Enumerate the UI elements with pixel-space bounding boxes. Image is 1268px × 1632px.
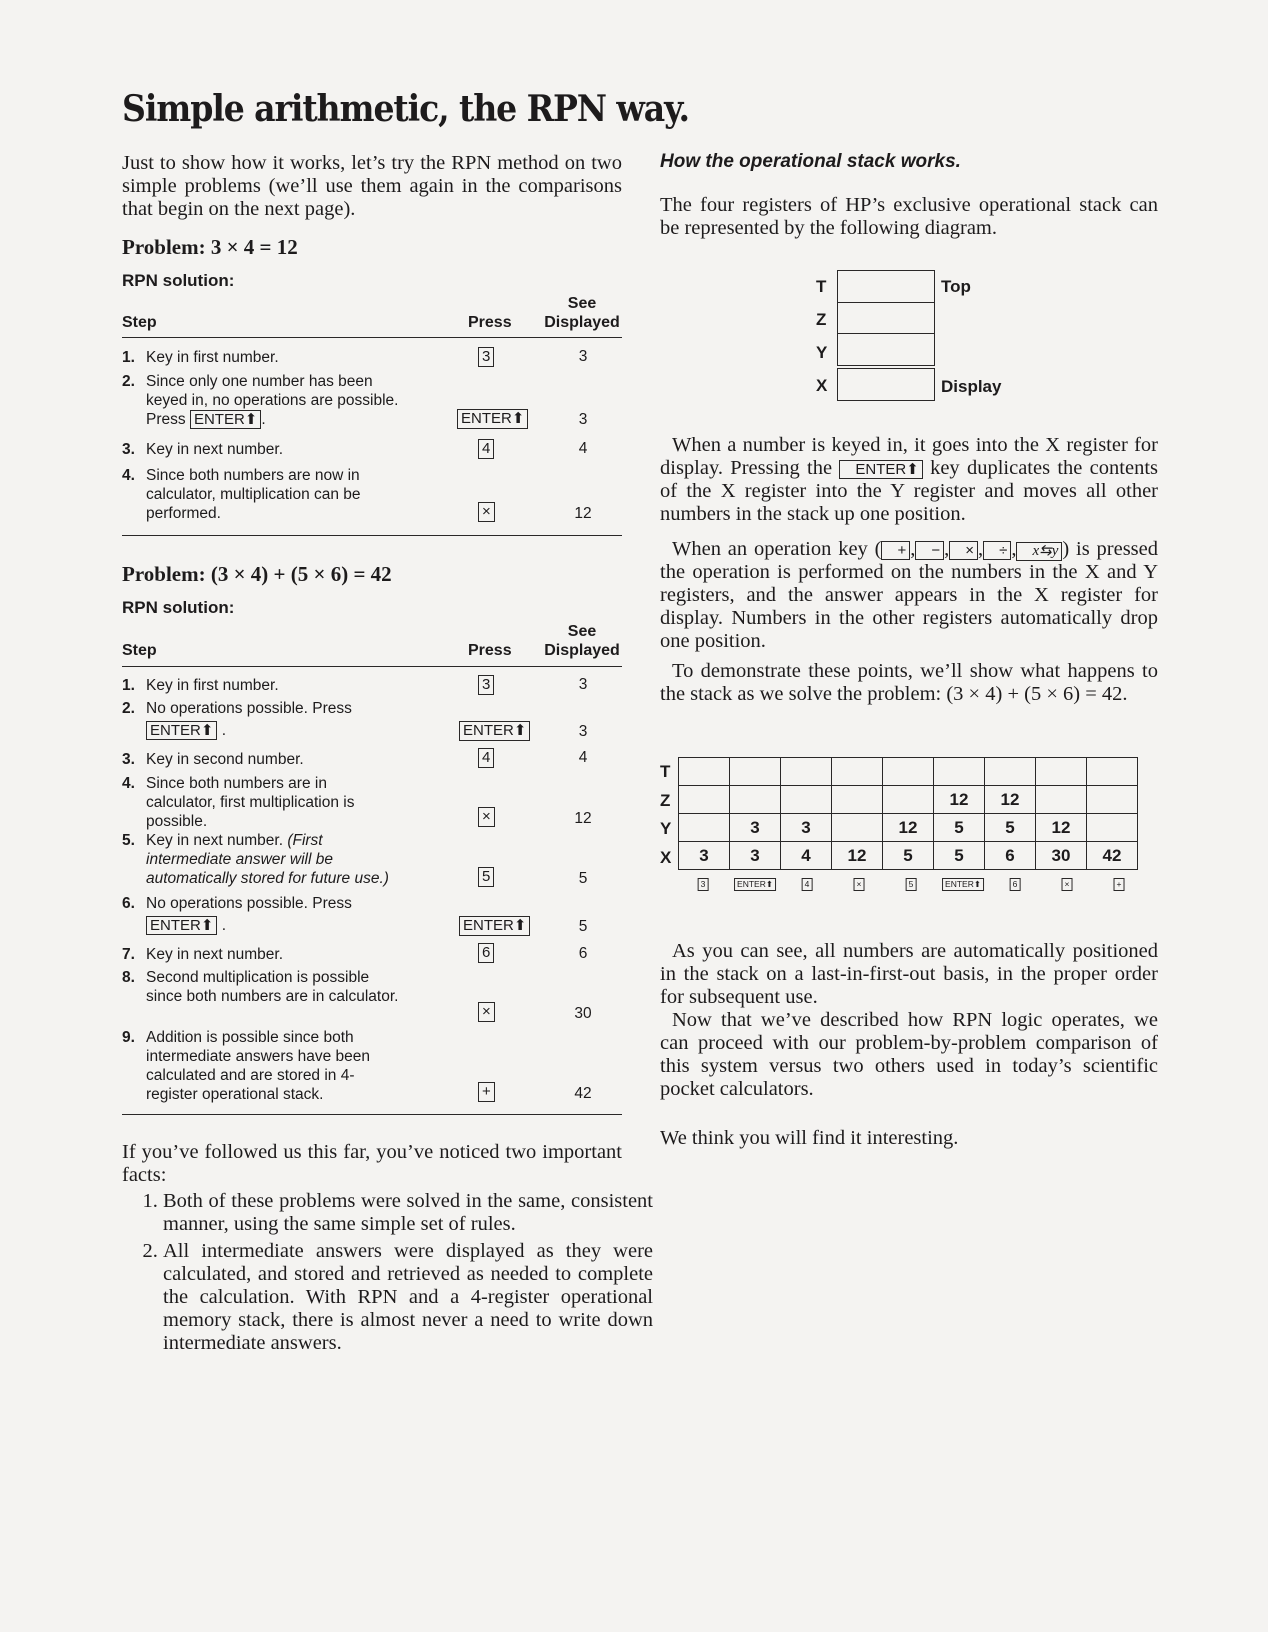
stack-row-t [679,758,1138,786]
p2-key-enter-2: ENTER⬆ [459,916,530,936]
inline-divide-key: ÷ [983,541,1011,560]
reg-label-z: Z [816,310,827,329]
stack-cell-t-3 [781,758,832,786]
p2-disp-2: 3 [578,723,588,740]
p1-key-enter: ENTER⬆ [457,409,528,429]
stack-heading: How the operational stack works. [660,151,961,172]
p1-disp-3: 4 [578,440,588,457]
stack-key-label-7: 6 [1010,878,1021,891]
stack-cell-z-5 [883,786,934,814]
stack-cell-y-8: 12 [1036,814,1087,842]
p1-disp-4: 12 [574,505,592,522]
p2-step-9: 9. Addition is possible since both intermediate answers have been calculated and are stored in 4-register operational stack. [122,1029,371,1103]
reg-label-y: Y [816,343,828,362]
register-y-box [837,334,935,366]
p2-press-header: Press [468,642,512,659]
stack-cell-x-9: 42 [1087,842,1138,870]
p2-key-5: 5 [478,867,494,887]
stack-cell-t-1 [679,758,730,786]
inline-multiply-key: × [949,541,978,560]
stack-cell-z-9 [1087,786,1138,814]
inline-minus-key: − [915,541,944,560]
p2-disp-6: 5 [578,918,588,935]
stack-key-label-1: 3 [698,878,709,891]
stack-cell-y-5: 12 [883,814,934,842]
p2-bottom-rule [122,1114,622,1115]
intro-paragraph: Just to show how it works, let’s try the RPN method on two simple problems (we’ll use them again in the comparisons that begin on the next page). [122,152,622,220]
p2-step-4: 4. Since both numbers are in calculator, first multiplication is possible. [122,775,355,830]
page-title: Simple arithmetic, the RPN way. [122,88,689,130]
stack-cell-t-4 [832,758,883,786]
p2-step-1: 1. Key in first number. [122,677,279,694]
p2-key-4: 4 [478,748,494,768]
stack-cell-x-2: 3 [730,842,781,870]
stack-key-label-9: + [1114,878,1125,891]
stack-cell-t-7 [985,758,1036,786]
stack-cell-t-5 [883,758,934,786]
stack-cell-y-3: 3 [781,814,832,842]
p2-key-plus: + [478,1082,495,1102]
reg-label-x: X [816,376,828,395]
stack-cell-x-8: 30 [1036,842,1087,870]
comparison-paragraph: Now that we’ve described how RPN logic operates, we can proceed with our problem-by-problem comparison of this system versus two others used in today’s scientific pocket calculators. [660,1009,1158,1100]
p2-see-header: See Displayed [544,623,620,659]
stack-cell-y-7: 5 [985,814,1036,842]
p2-disp-4: 12 [574,810,592,827]
stack-cell-z-8 [1036,786,1087,814]
p1-step-1: 1. Key in first number. [122,349,279,366]
stack-key-label-4: × [854,878,865,891]
lifo-paragraph: As you can see, all numbers are automatically positioned in the stack on a last-in-first-out basis, in the proper order for subsequent use. [660,940,1158,1008]
stack-row-z [679,786,1138,814]
stack-cell-t-6 [934,758,985,786]
p2-key-6: 6 [478,943,494,963]
stack-cell-x-6: 5 [934,842,985,870]
p2-step-5: 5. Key in next number. (First intermediate answer will be automatically stored for future use.) [122,832,389,887]
p2-key-3: 3 [478,675,494,695]
p2-disp-3: 4 [578,749,588,766]
p2-step-8: 8. Second multiplication is possible since both numbers are in calculator. [122,969,399,1005]
p1-bottom-rule [122,535,622,536]
stack-cell-t-2 [730,758,781,786]
stack-cell-x-3: 4 [781,842,832,870]
p2-disp-5: 5 [578,870,588,887]
p2-step-header: Step [122,642,157,659]
p1-step-header: Step [122,314,157,331]
problem2-rpn-solution-label: RPN solution: [122,598,235,617]
stack-key-label-3: 4 [802,878,813,891]
stack-row-label-z: Z [660,791,671,810]
stack-cell-y-9 [1087,814,1138,842]
p2-inline-enter-key-2: ENTER⬆ [146,916,217,935]
stack-cell-y-4 [832,814,883,842]
stack-cell-x-7: 6 [985,842,1036,870]
stack-key-label-6: ENTER⬆ [942,878,984,891]
p2-inline-enter-key-1: ENTER⬆ [146,721,217,740]
p2-step-2: 2. No operations possible. Press ENTER⬆ . [122,700,352,739]
p1-key-4: 4 [478,439,494,459]
p2-header-rule [122,666,622,667]
p1-inline-enter-key: ENTER⬆ [190,410,261,429]
problem2-label: Problem: (3 × 4) + (5 × 6) = 42 [122,562,392,586]
stack-cell-y-6: 5 [934,814,985,842]
p2-step-7: 7. Key in next number. [122,946,283,963]
register-z-box [837,302,935,334]
p1-step-3: 3. Key in next number. [122,441,283,458]
display-label: Display [941,377,1002,396]
fact-2: 2. All intermediate answers were displayed as they were calculated, and stored and retrieved as needed to complete the calculation. With RPN and a 4-register operational memory stack, there is almost never a need to write down intermediate answers. [163,1240,653,1355]
p2-disp-8: 30 [574,1005,592,1022]
stack-cell-x-4: 12 [832,842,883,870]
p2-disp-9: 42 [574,1085,592,1102]
p2-key-enter-1: ENTER⬆ [459,721,530,741]
top-label: Top [941,277,971,296]
stack-key-label-5: 5 [906,878,917,891]
p1-step-4: 4. Since both numbers are now in calculator, multiplication can be performed. [122,467,361,522]
reg-label-t: T [816,277,827,296]
p1-see-header: See Displayed [544,295,620,331]
problem1-rpn-solution-label: RPN solution: [122,271,235,290]
stack-key-label-2: ENTER⬆ [734,878,776,891]
register-t-box [837,270,935,303]
stack-cell-t-8 [1036,758,1087,786]
p1-step-2: 2. Since only one number has been keyed in, no operations are possible. Press ENTER⬆ . [122,373,399,428]
inline-plus-key: + [881,541,910,560]
stack-cell-z-2 [730,786,781,814]
facts-list [133,1190,653,1359]
p2-step-3: 3. Key in second number. [122,751,304,768]
stack-para-demo: To demonstrate these points, we’ll show what happens to the stack as we solve the problem: (3 × 4) + (5 × 6) = 42. [660,660,1158,705]
stack-cell-y-1 [679,814,730,842]
followed-paragraph: If you’ve followed us this far, you’ve noticed two important facts: [122,1141,622,1186]
fact-1: 1. Both of these problems were solved in the same, consistent manner, using the same simple set of rules. [163,1190,653,1236]
p1-press-header: Press [468,314,512,331]
p1-key-multiply: × [478,502,495,522]
p1-header-rule [122,337,622,338]
stack-row-label-x: X [660,848,672,867]
p1-key-3: 3 [478,347,494,367]
stack-key-label-8: × [1062,878,1073,891]
problem1-label: Problem: 3 × 4 = 12 [122,235,298,259]
p2-step-6: 6. No operations possible. Press ENTER⬆ . [122,895,352,934]
stack-row-y [679,814,1138,842]
stack-para-enter: When a number is keyed in, it goes into the X register for display. Pressing the ENTER⬆ key duplicates the contents of the X register into the Y register and moves all other numbers in the stack up one position. [660,434,1158,525]
stack-cell-y-2: 3 [730,814,781,842]
stack-para-operation: When an operation key ( + , − , × , ÷ , x⇆y ) is pressed the operation is performed on the numbers in the X and Y registers, and the answer appears in the X register for display. Numbers in the other registers automatically drop one position. [660,538,1159,652]
p2-key-multiply-1: × [478,807,495,827]
stack-cell-z-3 [781,786,832,814]
p2-disp-7: 6 [578,945,588,962]
stack-cell-z-1 [679,786,730,814]
p2-key-multiply-2: × [478,1002,495,1022]
stack-row-label-t: T [660,762,671,781]
stack-row-label-y: Y [660,819,672,838]
stack-cell-z-6: 12 [934,786,985,814]
closing-paragraph: We think you will find it interesting. [660,1127,959,1149]
register-x-box [837,368,935,401]
stack-cell-x-5: 5 [883,842,934,870]
p2-disp-1: 3 [578,676,588,693]
stack-cell-x-1: 3 [679,842,730,870]
stack-intro: The four registers of HP’s exclusive operational stack can be represented by the following diagram. [660,194,1158,239]
stack-row-x [679,842,1138,870]
inline-xy-swap-key: x⇆y [1016,542,1062,561]
p1-disp-2: 3 [578,411,588,428]
stack-table [678,757,1138,870]
stack-cell-z-4 [832,786,883,814]
stack-cell-t-9 [1087,758,1138,786]
inline-enter-key: ENTER⬆ [839,460,922,479]
stack-cell-z-7: 12 [985,786,1036,814]
p1-disp-1: 3 [578,348,588,365]
